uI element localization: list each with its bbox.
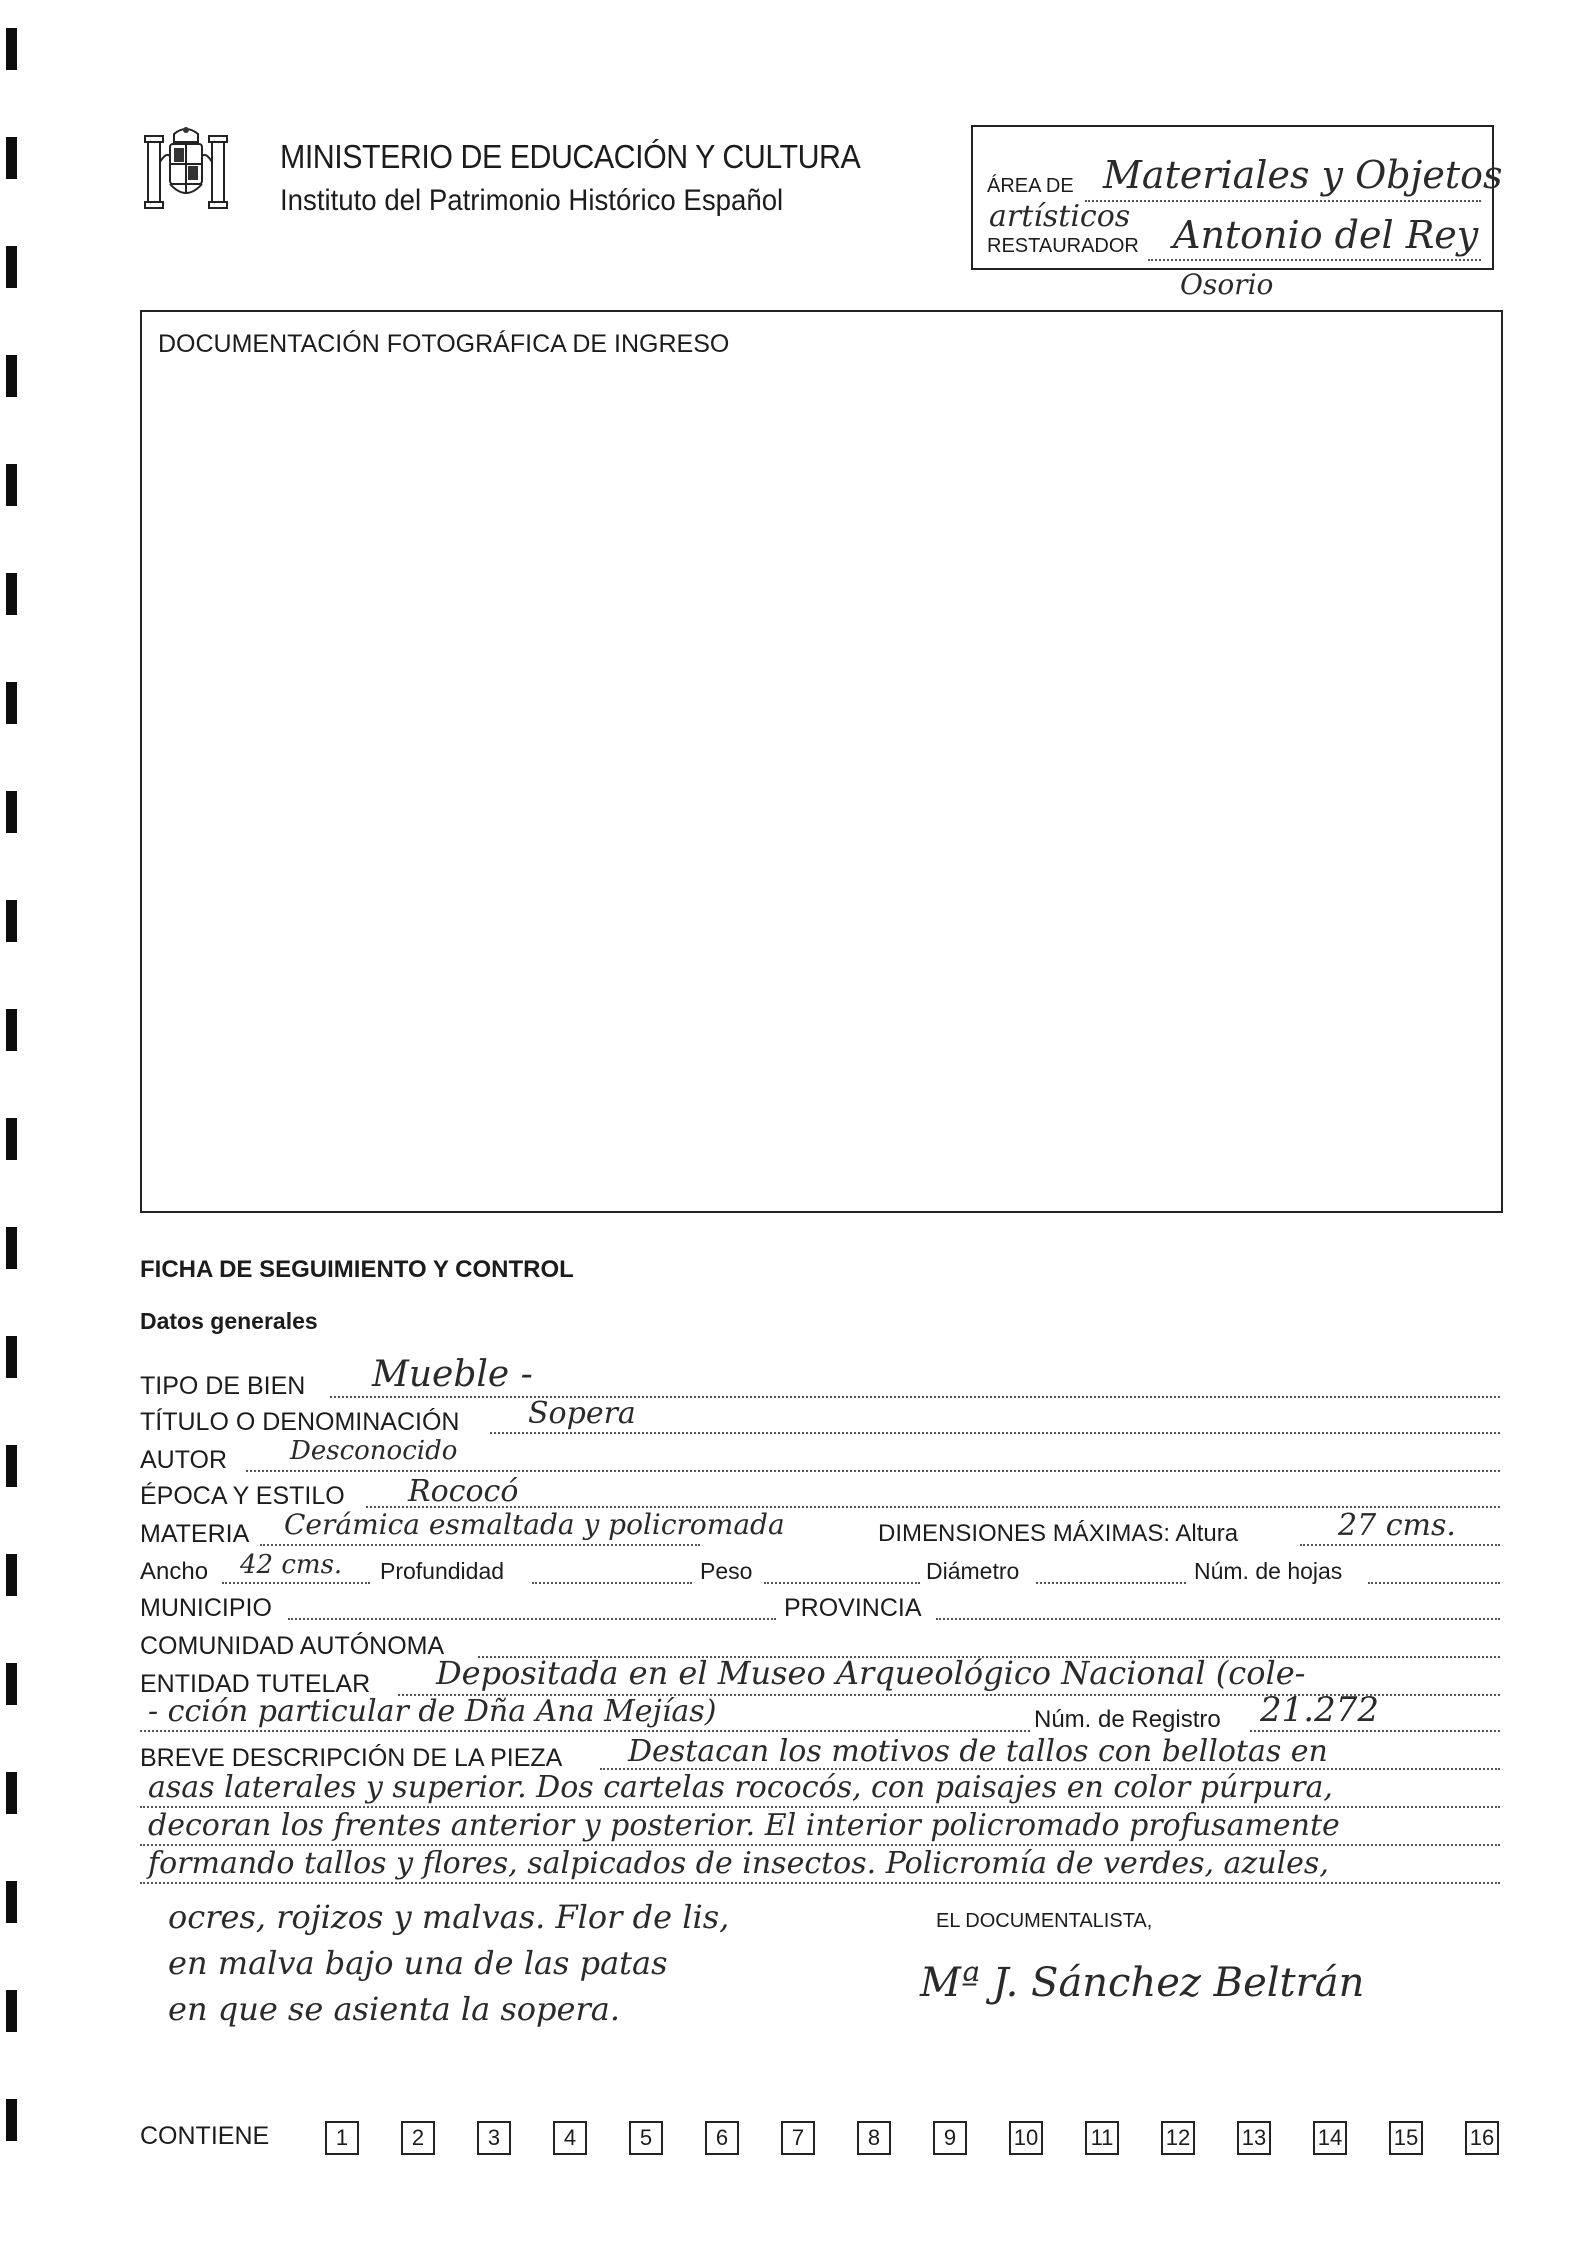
descripcion-line: en malva bajo una de las patas (168, 1944, 668, 1982)
documentalista-label: EL DOCUMENTALISTA, (936, 1910, 1153, 1932)
binding-mark (6, 682, 17, 724)
entidad-value-continued: - cción particular de Dña Ana Mejías) (148, 1694, 717, 1729)
binding-mark (6, 2099, 17, 2141)
dotted-line (936, 1618, 1500, 1620)
titulo-value: Sopera (528, 1396, 636, 1431)
contiene-box-5[interactable]: 5 (629, 2121, 663, 2155)
binding-mark (6, 355, 17, 397)
dotted-line (532, 1582, 692, 1584)
dotted-line (1085, 200, 1481, 202)
tipo-de-bien-value: Mueble - (372, 1354, 533, 1395)
contiene-box-1[interactable]: 1 (325, 2121, 359, 2155)
contiene-box-13[interactable]: 13 (1237, 2121, 1271, 2155)
descripcion-line: ocres, rojizos y malvas. Flor de lis, (168, 1898, 730, 1936)
dotted-line (260, 1544, 700, 1546)
dotted-line (246, 1470, 1500, 1472)
dimensiones-altura-label: DIMENSIONES MÁXIMAS: Altura (878, 1520, 1239, 1547)
institute-name: Instituto del Patrimonio Histórico Español (280, 184, 784, 217)
contiene-box-2[interactable]: 2 (401, 2121, 435, 2155)
descripcion-line: formando tallos y flores, salpicados de insectos. Policromía de verdes, azules, (148, 1846, 1329, 1881)
altura-value: 27 cms. (1338, 1508, 1456, 1543)
dotted-line (1148, 259, 1481, 261)
peso-label: Peso (700, 1558, 753, 1584)
ministry-name: MINISTERIO DE EDUCACIÓN Y CULTURA (280, 138, 861, 175)
binding-mark (6, 28, 17, 70)
photo-box-title: DOCUMENTACIÓN FOTOGRÁFICA DE INGRESO (158, 330, 730, 358)
provincia-label: PROVINCIA (784, 1594, 922, 1622)
ancho-label: Ancho (140, 1558, 209, 1585)
binding-mark (6, 573, 17, 615)
binding-mark (6, 1990, 17, 2032)
area-value: Materiales y Objetos (1103, 153, 1503, 197)
dotted-line (490, 1432, 1500, 1434)
spanish-coat-of-arms-icon (140, 122, 232, 222)
registro-label: Núm. de Registro (1034, 1706, 1221, 1733)
registro-value: 21.272 (1260, 1690, 1379, 1730)
restaurador-value: Antonio del Rey (1173, 213, 1479, 257)
binding-mark (6, 900, 17, 942)
contiene-box-7[interactable]: 7 (781, 2121, 815, 2155)
epoca-value: Rococó (408, 1474, 519, 1509)
contiene-box-3[interactable]: 3 (477, 2121, 511, 2155)
ancho-value: 42 cms. (240, 1550, 343, 1580)
num-hojas-label: Núm. de hojas (1194, 1558, 1343, 1584)
dotted-line (222, 1582, 370, 1584)
contiene-box-12[interactable]: 12 (1161, 2121, 1195, 2155)
contiene-label: CONTIENE (140, 2122, 270, 2150)
documentalista-signature: Mª J. Sánchez Beltrán (920, 1960, 1365, 2006)
dotted-line (764, 1582, 920, 1584)
binding-mark (6, 246, 17, 288)
dotted-line (1368, 1582, 1500, 1584)
materia-value: Cerámica esmaltada y policromada (284, 1508, 785, 1541)
materia-label: MATERIA (140, 1520, 250, 1548)
contiene-box-16[interactable]: 16 (1465, 2121, 1499, 2155)
contiene-box-15[interactable]: 15 (1389, 2121, 1423, 2155)
ficha-title: FICHA DE SEGUIMIENTO Y CONTROL (140, 1256, 574, 1283)
binding-mark (6, 464, 17, 506)
binding-marks (0, 0, 30, 2251)
descripcion-label: BREVE DESCRIPCIÓN DE LA PIEZA (140, 1744, 563, 1772)
binding-mark (6, 1227, 17, 1269)
binding-mark (6, 1445, 17, 1487)
descripcion-line: decoran los frentes anterior y posterior. El interior policromado profusamente (148, 1808, 1340, 1843)
entidad-label: ENTIDAD TUTELAR (140, 1670, 371, 1698)
comunidad-label: COMUNIDAD AUTÓNOMA (140, 1632, 445, 1660)
binding-mark (6, 791, 17, 833)
photo-documentation-box (140, 310, 1503, 1213)
contiene-box-10[interactable]: 10 (1009, 2121, 1043, 2155)
restaurador-value-continued: Osorio (1180, 268, 1274, 301)
tipo-de-bien-label: TIPO DE BIEN (140, 1372, 306, 1400)
binding-mark (6, 1881, 17, 1923)
titulo-label: TÍTULO O DENOMINACIÓN (140, 1408, 460, 1436)
descripcion-line: Destacan los motivos de tallos con bellotas en (628, 1734, 1328, 1769)
contiene-box-8[interactable]: 8 (857, 2121, 891, 2155)
diametro-label: Diámetro (926, 1558, 1020, 1584)
profundidad-label: Profundidad (380, 1558, 505, 1584)
dotted-line (330, 1396, 1500, 1398)
binding-mark (6, 1009, 17, 1051)
dotted-line (288, 1618, 776, 1620)
area-value-continued: artísticos (989, 199, 1131, 234)
area-restaurador-box (971, 125, 1503, 270)
restaurador-label: RESTAURADOR (987, 235, 1139, 257)
municipio-label: MUNICIPIO (140, 1594, 272, 1622)
contiene-box-11[interactable]: 11 (1085, 2121, 1119, 2155)
binding-mark (6, 1554, 17, 1596)
contiene-box-6[interactable]: 6 (705, 2121, 739, 2155)
binding-mark (6, 1772, 17, 1814)
binding-mark (6, 137, 17, 179)
contiene-box-4[interactable]: 4 (553, 2121, 587, 2155)
binding-mark (6, 1336, 17, 1378)
autor-value: Desconocido (290, 1436, 458, 1466)
binding-mark (6, 1118, 17, 1160)
entidad-value: Depositada en el Museo Arqueológico Nacional (cole- (436, 1654, 1306, 1692)
descripcion-line: asas laterales y superior. Dos cartelas rococós, con paisajes en color púrpura, (148, 1770, 1333, 1805)
contiene-box-9[interactable]: 9 (933, 2121, 967, 2155)
area-label: ÁREA DE (987, 175, 1074, 197)
datos-generales-title: Datos generales (140, 1308, 318, 1334)
dotted-line (1300, 1544, 1500, 1546)
autor-label: AUTOR (140, 1446, 228, 1474)
descripcion-line: en que se asienta la sopera. (168, 1990, 620, 2028)
dotted-line (1250, 1730, 1500, 1732)
dotted-line (140, 1882, 1500, 1884)
binding-mark (6, 1663, 17, 1705)
contiene-box-14[interactable]: 14 (1313, 2121, 1347, 2155)
epoca-label: ÉPOCA Y ESTILO (140, 1482, 345, 1510)
dotted-line (1036, 1582, 1186, 1584)
dotted-line (140, 1730, 1030, 1732)
